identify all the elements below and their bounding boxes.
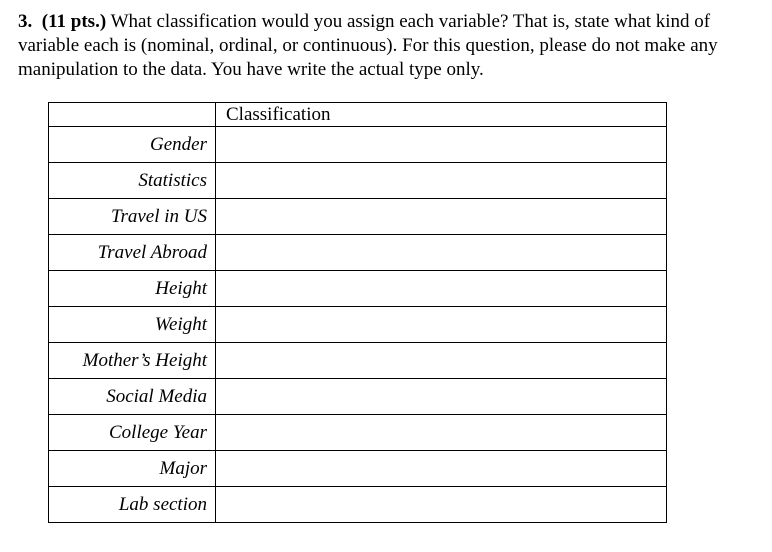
variable-name: Social Media [49, 379, 216, 415]
classification-answer-cell[interactable] [216, 235, 667, 271]
variable-name: Height [49, 271, 216, 307]
classification-answer-cell[interactable] [216, 199, 667, 235]
header-blank-cell [49, 103, 216, 127]
table-row [49, 271, 667, 307]
classification-answer-cell[interactable] [216, 307, 667, 343]
question-points: (11 pts.) [41, 11, 107, 32]
question-text: What classification would you assign each variable? That is, state what kind of variable each is (nominal, ordinal, or continuous). For this question, please do not make any manipulation to the data. You have write the actual type only. [18, 11, 718, 80]
variable-name: Statistics [49, 163, 216, 199]
variable-name: Gender [49, 127, 216, 163]
variable-name: Travel Abroad [49, 235, 216, 271]
variable-name: Weight [49, 307, 216, 343]
question-prompt [18, 10, 760, 82]
table-row [49, 343, 667, 379]
classification-answer-cell[interactable] [216, 415, 667, 451]
variable-name: Mother’s Height [49, 343, 216, 379]
variable-name: Travel in US [49, 199, 216, 235]
classification-answer-cell[interactable] [216, 271, 667, 307]
classification-answer-cell[interactable] [216, 163, 667, 199]
classification-answer-cell[interactable] [216, 451, 667, 487]
variable-name: College Year [49, 415, 216, 451]
classification-answer-cell[interactable] [216, 127, 667, 163]
table-row [49, 415, 667, 451]
table-header-row [49, 103, 667, 127]
classification-table [48, 102, 667, 523]
classification-answer-cell[interactable] [216, 487, 667, 523]
table-row [49, 163, 667, 199]
table-row [49, 127, 667, 163]
classification-answer-cell[interactable] [216, 379, 667, 415]
table-row [49, 379, 667, 415]
table-row [49, 235, 667, 271]
table-row [49, 307, 667, 343]
table-row [49, 451, 667, 487]
variable-name: Lab section [49, 487, 216, 523]
variable-name: Major [49, 451, 216, 487]
table-row [49, 487, 667, 523]
classification-answer-cell[interactable] [216, 343, 667, 379]
table-row [49, 199, 667, 235]
question-number: 3. [18, 11, 33, 32]
classification-header: Classification [216, 103, 667, 127]
